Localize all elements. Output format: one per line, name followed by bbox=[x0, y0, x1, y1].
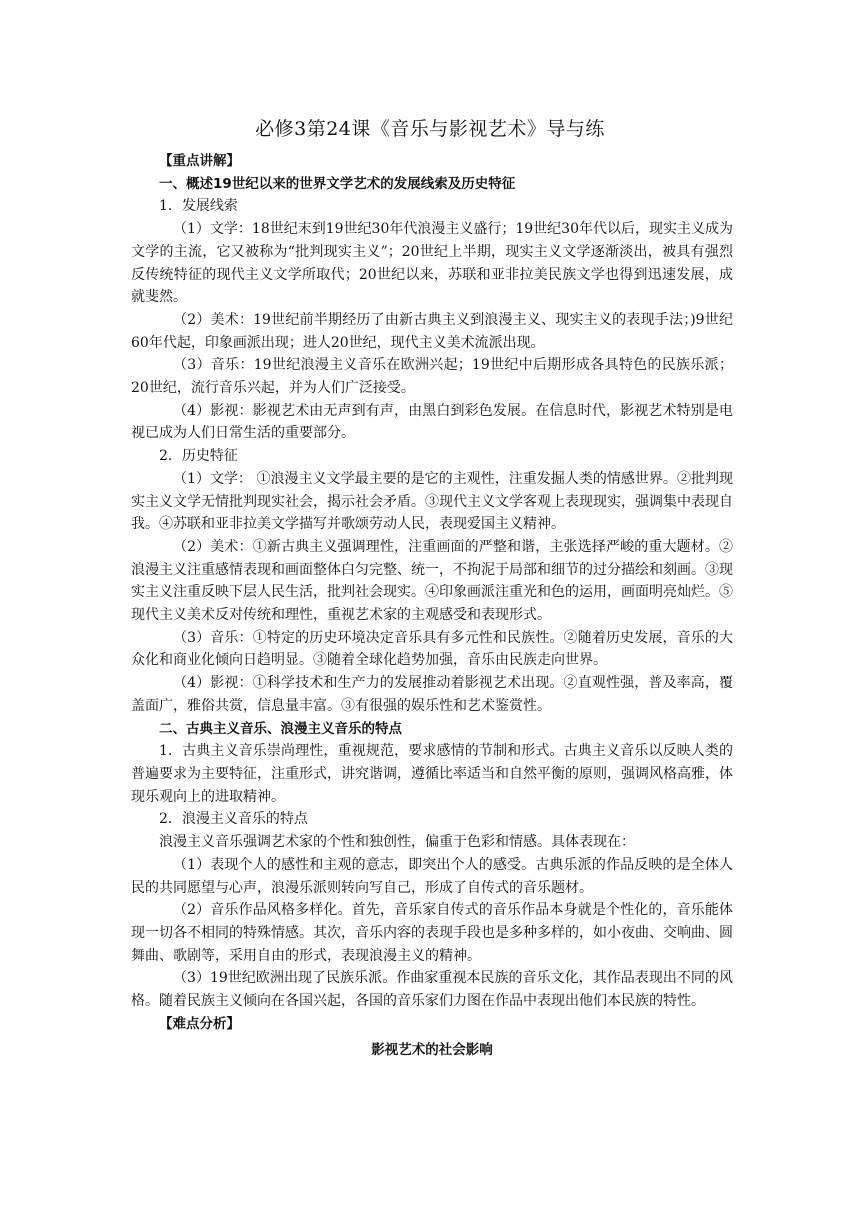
development-music: （3）音乐：19世纪浪漫主义音乐在欧洲兴起；19世纪中后期形成各具特色的民族乐派；20世纪，流行音乐兴起，并为人们广泛接受。 bbox=[131, 357, 733, 397]
features-film: （4）影视：①科学技术和生产力的发展推动着影视艺术出现。②直观性强，普及率高，覆盖面广，雅俗共赏，信息量丰富。③有很强的娱乐性和艺术鉴赏性。 bbox=[131, 675, 733, 714]
features-music: （3）音乐：①特定的历史环境决定音乐具有多元性和民族性。②随着历史发展，音乐的大众化和商业化倾向日趋明显。③随着全球化趋势加强，音乐由民族走向世界。 bbox=[131, 629, 733, 669]
classical-music: 1．古典主义音乐崇尚理性，重视规范，要求感情的节制和形式。古典主义音乐以反映人类的普遍要求为主要特征，注重形式，讲究谐调，遵循比率适当和自然平衡的原则，强调风格高雅，体现乐观向上的进取精神。 bbox=[131, 743, 733, 805]
section-heading-1: 一、概述19世纪以来的世界文学艺术的发展线索及历史特征 bbox=[159, 175, 516, 192]
document-body bbox=[131, 150, 733, 1062]
difficulty-label: 【难点分析】 bbox=[159, 1015, 240, 1032]
features-art: （2）美术：①新古典主义强调理性，注重画面的严整和谐，主张选择严峻的重大题材。②浪漫主义注重感情表现和画面整体白匀完整、统一，不拘泥于局部和细节的过分描绘和刻画。③现实主义注重反映下层人民生活，批判社会现实。④印象画派注重光和色的运用，画面明亮灿烂。⑤现代主义美术反对传统和理性，重视艺术家的主观感受和表现形式。 bbox=[131, 538, 733, 624]
development-film: （4）影视：影视艺术由无声到有声，由黑白到彩色发展。在信息时代，影视艺术特别是电视已成为人们日常生活的重要部分。 bbox=[131, 402, 733, 442]
section-heading-2: 二、古典主义音乐、浪漫主义音乐的特点 bbox=[159, 720, 402, 737]
development-label: 1．发展线索 bbox=[159, 198, 238, 215]
section-heading-3: 影视艺术的社会影响 bbox=[371, 1042, 493, 1059]
romantic-point-3: （3）19世纪欧洲出现了民族乐派。作曲家重视本民族的音乐文化，其作品表现出不同的风格。随着民族主义倾向在各国兴起，各国的音乐家们力图在作品中表现出他们本民族的特性。 bbox=[131, 970, 733, 1010]
romantic-point-1: （1）表现个人的感性和主观的意志，即突出个人的感受。古典乐派的作品反映的是全体人民的共同愿望与心声，浪漫乐派则转向写自己，形成了自传式的音乐题材。 bbox=[131, 856, 733, 896]
romantic-point-2: （2）音乐作品风格多样化。首先，音乐家自传式的音乐作品本身就是个性化的，音乐能体现一切各不相同的特殊情感。其次，音乐内容的表现手段也是多种多样的，如小夜曲、交响曲、圆舞曲、歌剧等，采用自由的形式，表现浪漫主义的精神。 bbox=[131, 902, 733, 964]
development-art: （2）美术：19世纪前半期经历了由新古典主义到浪漫主义、现实主义的表现手法；)9世纪60年代起，印象画派出现；进人20世纪，现代主义美术流派出现。 bbox=[131, 311, 733, 351]
key-points-label: 【重点讲解】 bbox=[159, 153, 240, 169]
development-literature: （1）文学：18世纪末到19世纪30年代浪漫主义盛行；19世纪30年代以后，现实主义成为文学的主流，它又被称为“批判现实主义”；20世纪上半期，现实主义文学逐渐淡出，被具有强烈反传统特征的现代主义文学所取代；20世纪以来，苏联和亚非拉美民族文学也得到迅速发展，成就斐然。 bbox=[131, 221, 733, 306]
features-label: 2．历史特征 bbox=[159, 448, 238, 465]
document-title: 必修3第24课《音乐与影视艺术》导与练 bbox=[255, 118, 605, 140]
romantic-label: 2．浪漫主义音乐的特点 bbox=[159, 811, 308, 828]
romantic-intro: 浪漫主义音乐强调艺术家的个性和独创性，偏重于色彩和情感。具体表现在： bbox=[159, 834, 635, 851]
features-literature: （1）文学： ①浪漫主义文学最主要的是它的主观性，注重发掘人类的情感世界。②批判现实主义文学无情批判现实社会，揭示社会矛盾。③现代主义文学客观上表现现实，强调集中表现自我。④苏联和亚非拉美文学描写并歌颂劳动人民，表现爱国主义精神。 bbox=[131, 470, 733, 533]
